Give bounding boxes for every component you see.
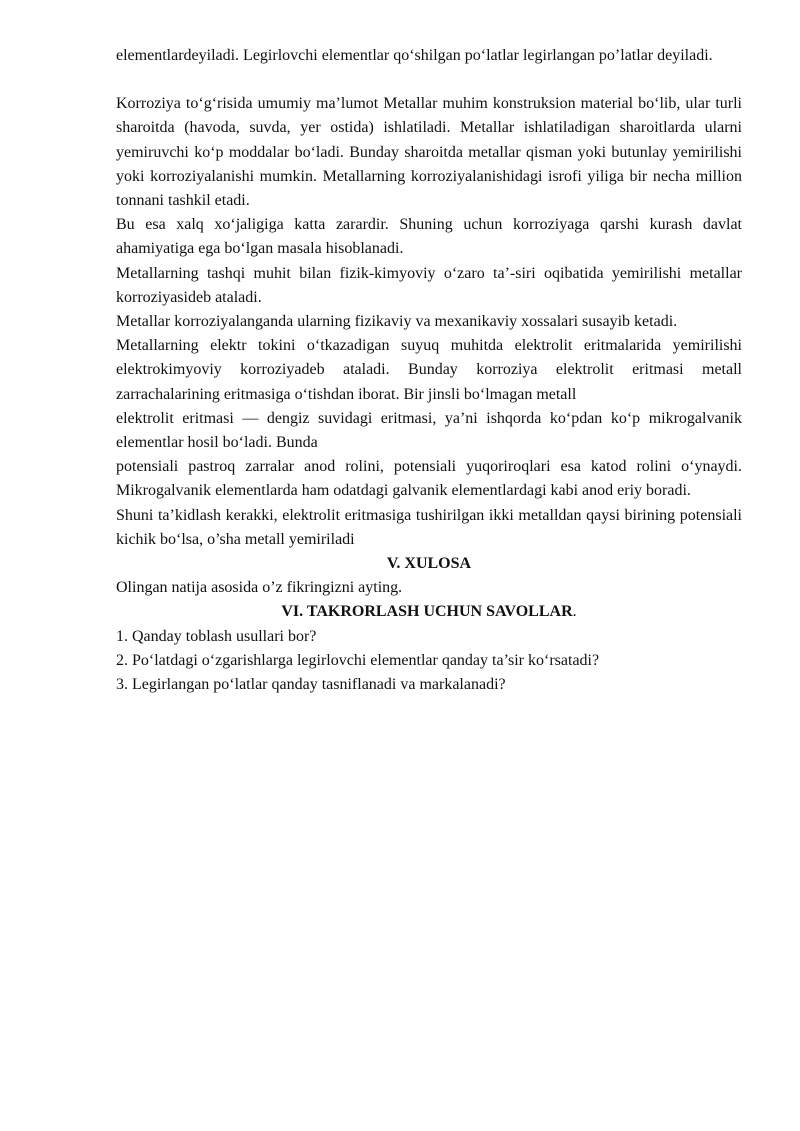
conclusion-heading: V. XULOSA xyxy=(386,555,472,573)
paragraph-definition: Metallarning tashqi muhit bilan fizik-kimyoviy o‘zaro ta’-siri oqibatida yemirilishi metallar korroziyasideb ataladi. xyxy=(116,264,742,306)
paragraph-potensial: Shuni ta’kidlash kerakki, elektrolit eritmasiga tushirilgan ikki metalldan qaysi birining potensiali kichik bo‘lsa, o’sha metall yemiriladi xyxy=(116,506,742,548)
paragraph-korroziya-intro: Korroziya to‘g‘risida umumiy ma’lumot Metallar muhim konstruksion material bo‘lib, ular turli sharoitda (havoda, suvda, yer ostida) ishlatiladi. Metallar ishlatiladigan sharoitlarda ularni yemiruvchi ko‘p moddalar bo‘ladi. Bunday sharoitda metallar qisman yoki butunlay yemirilishi yoki korroziyalanishi mumkin. Metallarning korroziyalanishidagi isrofi yiliga bir necha million tonnani tashkil etadi. xyxy=(116,95,742,210)
review-heading xyxy=(116,600,742,624)
paragraph-xossalar: Metallar korroziyalanganda ularning fizikaviy va mexanikaviy xossalari susayib ketadi. xyxy=(116,313,678,331)
review-question-3: 3. Legirlangan po‘latlar qanday tasniflanadi va markalanadi? xyxy=(116,676,506,694)
review-heading-dot: . xyxy=(572,603,577,621)
paragraph-zarar: Bu esa xalq xo‘jaligiga katta zarardir. Shuning uchun korroziyaga qarshi kurash davlat ahamiyatiga ega bo‘lgan masala hisoblanadi. xyxy=(116,216,742,258)
review-question-1: 1. Qanday toblash usullari bor? xyxy=(116,627,317,645)
review-heading-text: VI. TAKRORLASH UCHUN SAVOLLAR xyxy=(281,603,573,621)
paragraph-legirlangan: elementlardeyiladi. Legirlovchi elementlar qo‘shilgan po‘latlar legirlangan po’latlar deyiladi. xyxy=(116,47,713,64)
review-question-2: 2. Po‘latdagi o‘zgarishlarga legirlovchi elementlar qanday ta’sir ko‘rsatadi? xyxy=(116,651,600,669)
paragraph-dengiz-suvi: elektrolit eritmasi — dengiz suvidagi eritmasi, ya’ni ishqorda ko‘pdan ko‘p mikrogalvanik elementlar hosil bo‘ladi. Bunda xyxy=(116,409,742,452)
paragraph-gap xyxy=(116,68,742,92)
paragraph-elektrokimyoviy: Metallarning elektr tokini o‘tkazadigan suyuq muhitda elektrolit eritmalarida yemirilishi elektrokimyoviy korroziyadeb ataladi. Bunday korroziya elektrolit eritmasi metall zarrachalarining eritmasiga o‘tishdan iborat. Bir jinsli bo‘lmagan metall xyxy=(116,337,742,403)
conclusion-text: Olingan natija asosida o’z fikringizni ayting. xyxy=(116,579,403,597)
paragraph-anod-katod: potensiali pastroq zarralar anod rolini, potensiali yuqoriroqlari esa katod rolini o‘ynaydi. Mikrogalvanik elementlarda ham odatdagi galvanik elementlardagi kabi anod eriy boradi. xyxy=(116,458,742,500)
document-page xyxy=(116,44,742,697)
